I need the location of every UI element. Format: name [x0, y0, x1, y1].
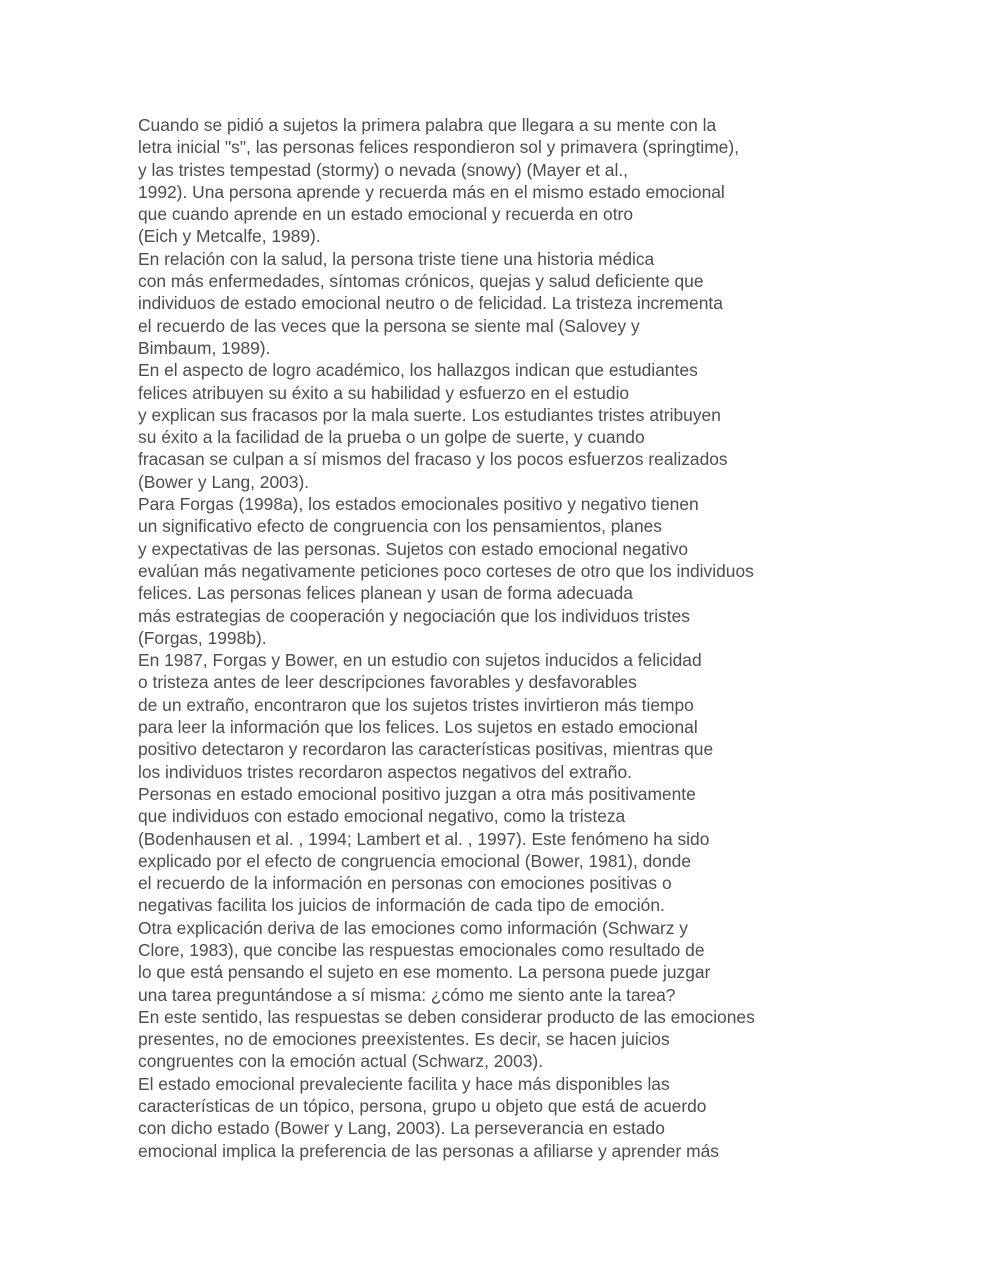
text-line: En relación con la salud, la persona triste tiene una historia médica [138, 248, 655, 269]
text-line: positivo detectaron y recordaron las características positivas, mientras que [138, 739, 714, 760]
text-line: un significativo efecto de congruencia con los pensamientos, planes [138, 516, 662, 537]
text-line: (Bodenhausen et al. , 1994; Lambert et al. , 1997). Este fenómeno ha sido [138, 828, 710, 849]
text-line: más estrategias de cooperación y negociación que los individuos tristes [138, 605, 690, 626]
text-line: que individuos con estado emocional negativo, como la tristeza [138, 806, 626, 827]
text-line: (Forgas, 1998b). [138, 627, 267, 648]
text-line: o tristeza antes de leer descripciones favorables y desfavorables [138, 672, 637, 693]
text-line: En 1987, Forgas y Bower, en un estudio con sujetos inducidos a felicidad [138, 650, 702, 671]
text-line: características de un tópico, persona, grupo u objeto que está de acuerdo [138, 1096, 707, 1117]
text-line: explicado por el efecto de congruencia emocional (Bower, 1981), donde [138, 850, 691, 871]
text-line: negativas facilita los juicios de información de cada tipo de emoción. [138, 895, 665, 916]
text-line: que cuando aprende en un estado emocional y recuerda en otro [138, 204, 634, 225]
text-line: fracasan se culpan a sí mismos del fracaso y los pocos esfuerzos realizados [138, 449, 728, 470]
text-line: Otra explicación deriva de las emociones como información (Schwarz y [138, 917, 688, 938]
text-line: los individuos tristes recordaron aspectos negativos del extraño. [138, 761, 632, 782]
text-line: Para Forgas (1998a), los estados emocionales positivo y negativo tienen [138, 494, 699, 515]
text-line: para leer la información que los felices. Los sujetos en estado emocional [138, 717, 698, 738]
text-line: letra inicial "s", las personas felices respondieron sol y primavera (springtime), [138, 137, 739, 158]
text-line: emocional implica la preferencia de las personas a afiliarse y aprender más [138, 1140, 719, 1161]
text-line: felices. Las personas felices planean y usan de forma adecuada [138, 583, 633, 604]
text-line: el recuerdo de las veces que la persona se siente mal (Salovey y [138, 315, 640, 336]
text-line: Cuando se pidió a sujetos la primera palabra que llegara a su mente con la [138, 115, 717, 135]
text-line: con más enfermedades, síntomas crónicos, quejas y salud deficiente que [138, 271, 704, 292]
text-line: En este sentido, las respuestas se deben considerar producto de las emociones [138, 1006, 755, 1027]
text-line: el recuerdo de la información en personas con emociones positivas o [138, 873, 672, 894]
text-line: con dicho estado (Bower y Lang, 2003). La perseverancia en estado [138, 1118, 665, 1139]
text-line: y expectativas de las personas. Sujetos con estado emocional negativo [138, 538, 689, 559]
text-line: y explican sus fracasos por la mala suerte. Los estudiantes tristes atribuyen [138, 404, 721, 425]
text-line: (Bower y Lang, 2003). [138, 471, 310, 492]
text-line: Personas en estado emocional positivo juzgan a otra más positivamente [138, 783, 696, 804]
text-line: Clore, 1983), que concibe las respuestas emocionales como resultado de [138, 939, 705, 960]
text-line: una tarea preguntándose a sí misma: ¿cómo me siento ante la tarea? [138, 984, 676, 1005]
text-line: y las tristes tempestad (stormy) o nevada (snowy) (Mayer et al., [138, 159, 628, 180]
text-line: congruentes con la emoción actual (Schwarz, 2003). [138, 1051, 544, 1072]
text-line: evalúan más negativamente peticiones poco corteses de otro que los individuos [138, 560, 754, 581]
text-line: presentes, no de emociones preexistentes. Es decir, se hacen juicios [138, 1029, 670, 1050]
body-text [138, 114, 858, 1162]
text-line: En el aspecto de logro académico, los hallazgos indican que estudiantes [138, 360, 698, 381]
text-line: lo que está pensando el sujeto en ese momento. La persona puede juzgar [138, 962, 711, 983]
text-line: El estado emocional prevaleciente facilita y hace más disponibles las [138, 1073, 670, 1094]
text-line: individuos de estado emocional neutro o de felicidad. La tristeza incrementa [138, 293, 723, 314]
text-line: su éxito a la facilidad de la prueba o un golpe de suerte, y cuando [138, 427, 645, 448]
text-line: felices atribuyen su éxito a su habilidad y esfuerzo en el estudio [138, 382, 630, 403]
text-line: de un extraño, encontraron que los sujetos tristes invirtieron más tiempo [138, 694, 694, 715]
text-line: (Eich y Metcalfe, 1989). [138, 226, 321, 247]
text-line: 1992). Una persona aprende y recuerda más en el mismo estado emocional [138, 181, 725, 202]
text-line: Bimbaum, 1989). [138, 337, 271, 358]
